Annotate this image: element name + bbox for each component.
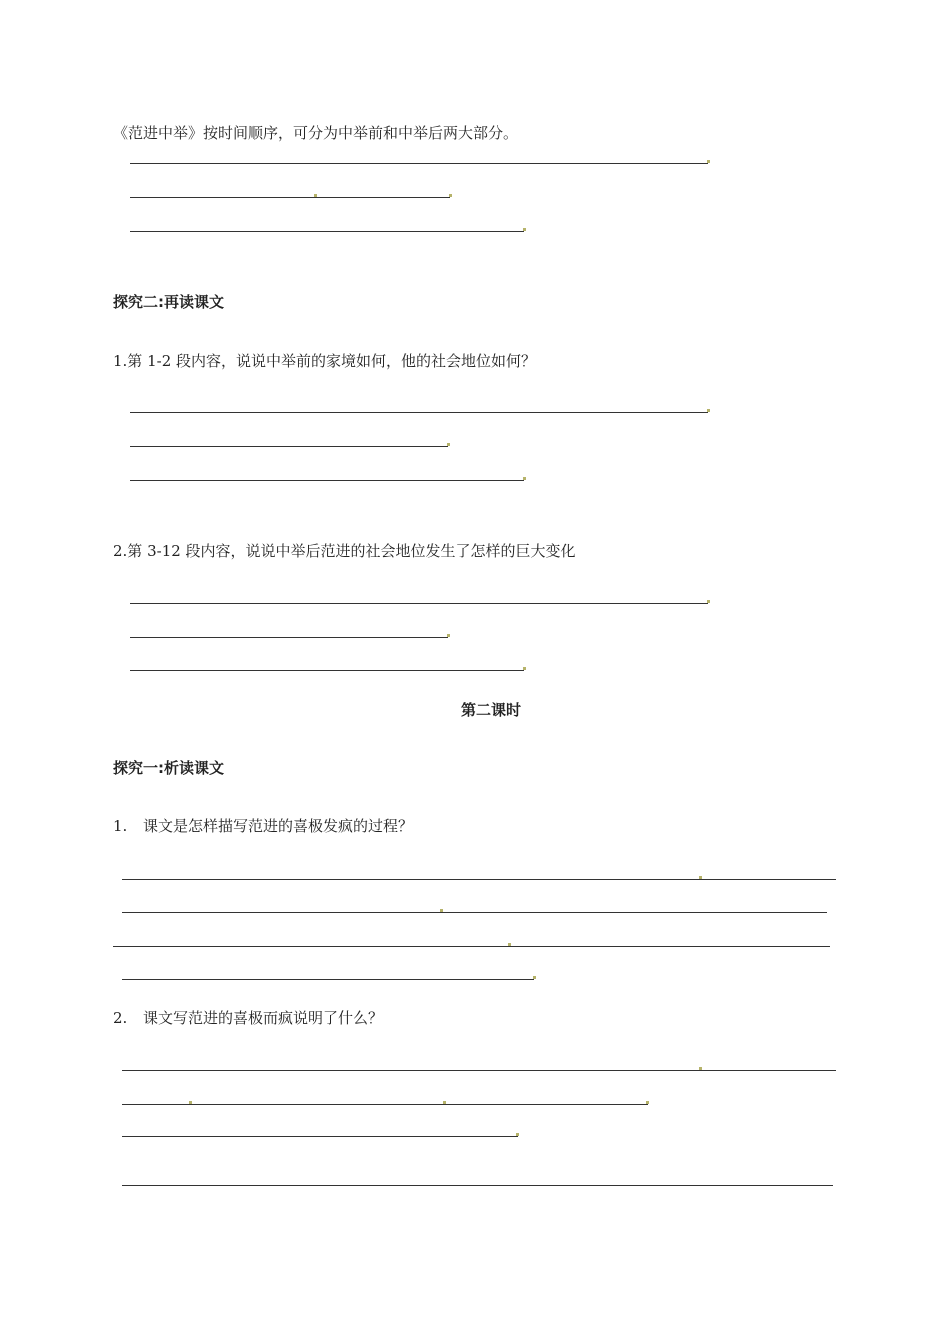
answer-line [130, 603, 708, 604]
question-text: 1.第 1-2 段内容，说说中举前的家境如何，他的社会地位如何？ [113, 352, 537, 370]
intro-text: 《范进中举》按时间顺序，可分为中举前和中举后两大部分。 [113, 124, 519, 142]
answer-line [122, 879, 836, 880]
answer-line [130, 163, 708, 164]
answer-line [122, 1104, 648, 1105]
lesson-title: 第二课时 [461, 701, 522, 719]
line-marker [646, 1101, 649, 1104]
line-marker [523, 228, 526, 231]
line-marker [523, 667, 526, 670]
question-text: 课文是怎样描写范进的喜极发疯的过程？ [143, 817, 414, 835]
question-number: 1. [113, 817, 128, 835]
line-marker [443, 1101, 446, 1104]
section-heading: 探究二:再读课文 [113, 293, 224, 311]
line-marker [440, 909, 443, 912]
answer-line [130, 480, 524, 481]
line-marker [707, 160, 710, 163]
answer-line [130, 637, 448, 638]
answer-line [130, 197, 450, 198]
answer-line [130, 670, 524, 671]
line-marker [314, 194, 317, 197]
answer-line [130, 231, 524, 232]
line-marker [523, 477, 526, 480]
answer-line [130, 446, 448, 447]
answer-line [122, 979, 534, 980]
answer-line [122, 1136, 518, 1137]
answer-line [122, 1070, 836, 1071]
section-heading: 探究一:析读课文 [113, 759, 224, 777]
answer-line [130, 412, 708, 413]
line-marker [447, 634, 450, 637]
answer-line [113, 946, 830, 947]
answer-line [122, 1185, 833, 1186]
question-number: 2. [113, 1009, 128, 1027]
line-marker [533, 976, 536, 979]
line-marker [449, 194, 452, 197]
line-marker [707, 409, 710, 412]
line-marker [699, 1067, 702, 1070]
question-text: 课文写范进的喜极而疯说明了什么？ [143, 1009, 384, 1027]
line-marker [447, 443, 450, 446]
line-marker [189, 1101, 192, 1104]
line-marker [516, 1133, 519, 1136]
question-text: 2.第 3-12 段内容，说说中举后范进的社会地位发生了怎样的巨大变化 [113, 542, 576, 560]
answer-line [122, 912, 827, 913]
line-marker [707, 600, 710, 603]
line-marker [508, 943, 511, 946]
line-marker [699, 876, 702, 879]
